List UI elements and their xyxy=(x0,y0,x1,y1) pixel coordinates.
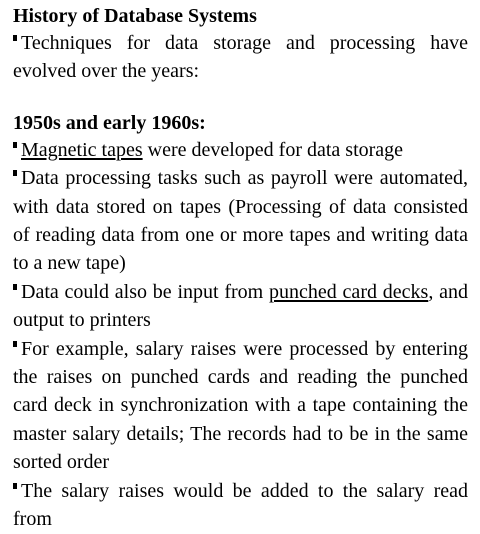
bullet-text: For example, salary raises were processed by entering the raises on punched cards and reading the punched card deck in synchronization with a tape containing the master salary details; The records had to be in the same sorted order xyxy=(13,337,468,474)
bullet-marker-icon xyxy=(13,284,17,290)
bullet-marker-icon xyxy=(13,170,17,176)
bullet-item xyxy=(13,278,468,335)
bullet-item xyxy=(13,477,468,534)
slide-title: History of Database Systems xyxy=(13,5,257,27)
magnetic-tapes-link[interactable]: Magnetic tapes xyxy=(21,138,143,161)
bullet-marker-icon xyxy=(13,483,17,489)
bullet-marker-icon xyxy=(13,341,17,347)
bullet-text: were developed for data storage xyxy=(142,138,404,161)
bullet-text: Data processing tasks such as payroll were automated, with data stored on tapes (Processing of data consisted of reading data from one or more tapes and writing data to a new tape) xyxy=(13,167,468,275)
section-heading: 1950s and early 1960s: xyxy=(13,111,206,134)
bullet-text-pre: Data could also be input from xyxy=(21,280,270,303)
spacer xyxy=(13,86,468,110)
bullet-text: The salary raises would be added to the salary read from xyxy=(13,479,468,531)
bullet-item xyxy=(13,335,468,477)
bullet-item xyxy=(13,136,468,164)
intro-text: Techniques for data storage and processing have evolved over the years: xyxy=(13,32,468,83)
bullet-text-post: , and output to printers xyxy=(13,280,468,332)
bullet-marker-icon xyxy=(13,35,17,41)
intro-bullet xyxy=(13,29,468,86)
bullet-item xyxy=(13,164,468,278)
bullet-marker-icon xyxy=(13,142,17,148)
punched-card-decks-link[interactable]: punched card decks xyxy=(269,280,429,303)
